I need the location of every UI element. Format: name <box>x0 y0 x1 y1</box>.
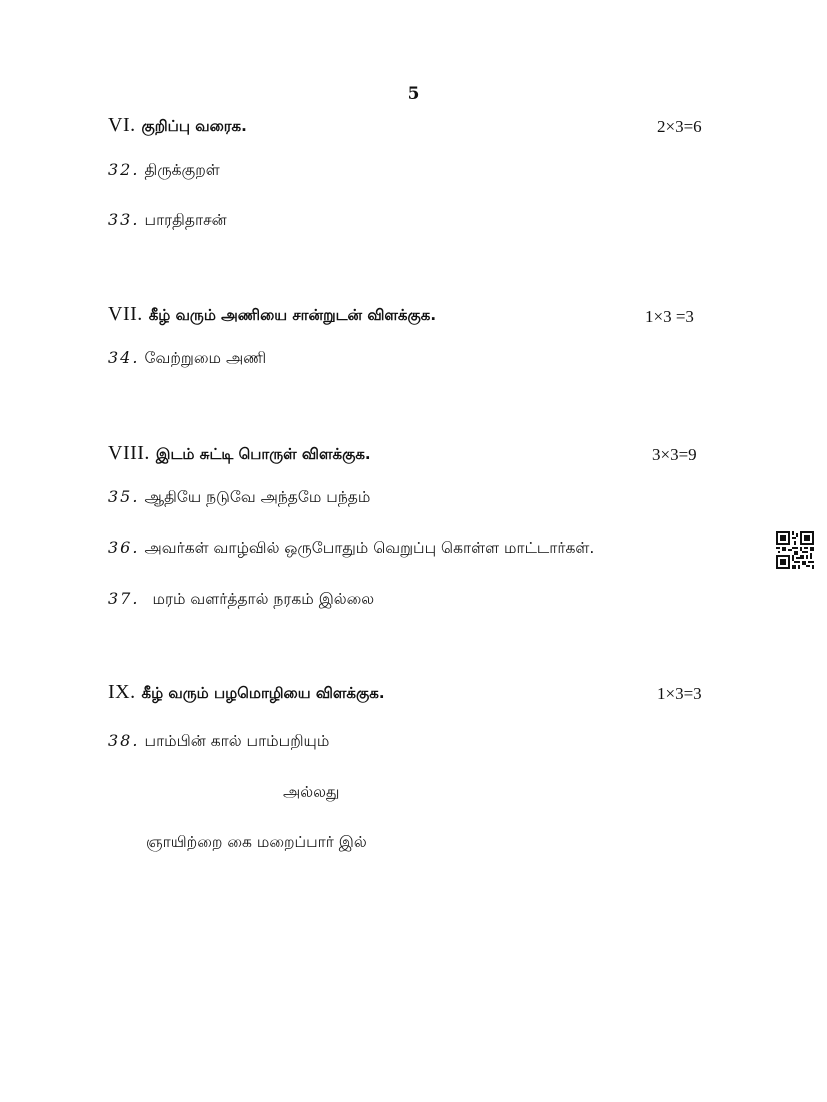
section-viii-title: இடம் சுட்டி பொருள் விளக்குக. <box>155 445 371 463</box>
section-ix-roman: IX. <box>108 681 136 703</box>
question-37 <box>108 589 374 610</box>
question-34 <box>108 348 266 369</box>
question-text: ஆதியே நடுவே அந்தமே பந்தம் <box>144 488 371 506</box>
page-number: 5 <box>407 84 420 104</box>
section-viii-heading <box>108 442 371 465</box>
question-number: 33. <box>108 210 140 229</box>
question-35 <box>108 487 370 508</box>
section-vii-marks: 1×3 =3 <box>645 307 694 326</box>
question-32 <box>108 160 220 181</box>
alternative-proverb: ஞாயிற்றை கை மறைப்பார் இல் <box>146 833 367 851</box>
section-ix-title: கீழ் வரும் பழமொழியை விளக்குக. <box>141 684 385 702</box>
question-number: 37. <box>108 589 140 608</box>
question-text: பாம்பின் கால் பாம்பறியும் <box>144 732 330 750</box>
question-33 <box>108 210 227 231</box>
question-text: அவர்கள் வாழ்வில் ஒருபோதும் வெறுப்பு கொள்ள மாட்டார்கள். <box>144 539 595 557</box>
question-number: 38. <box>108 731 140 750</box>
question-36 <box>108 538 594 559</box>
question-number: 35. <box>108 487 140 506</box>
section-viii-marks: 3×3=9 <box>652 445 697 464</box>
section-vii-title: கீழ் வரும் அணியை சான்றுடன் விளக்குக. <box>148 306 437 324</box>
question-number: 36. <box>108 538 140 557</box>
question-text: திருக்குறள் <box>144 161 220 179</box>
or-label: அல்லது <box>283 783 340 801</box>
section-vi-heading <box>108 114 247 137</box>
question-38 <box>108 731 329 752</box>
question-text: பாரதிதாசன் <box>144 211 227 229</box>
section-vi-title: குறிப்பு வரைக. <box>141 117 247 135</box>
question-text: மரம் வளர்த்தால் நரகம் இல்லை <box>152 590 375 608</box>
qr-code-icon <box>776 531 814 569</box>
question-text: வேற்றுமை அணி <box>144 349 267 367</box>
section-ix-heading <box>108 681 385 704</box>
section-vi-roman: VI. <box>108 114 136 136</box>
section-vi-marks: 2×3=6 <box>657 117 702 136</box>
section-viii-roman: VIII. <box>108 442 150 464</box>
question-number: 32. <box>108 160 140 179</box>
section-vii-roman: VII. <box>108 303 143 325</box>
question-number: 34. <box>108 348 140 367</box>
section-vii-heading <box>108 303 436 326</box>
section-ix-marks: 1×3=3 <box>657 684 702 703</box>
